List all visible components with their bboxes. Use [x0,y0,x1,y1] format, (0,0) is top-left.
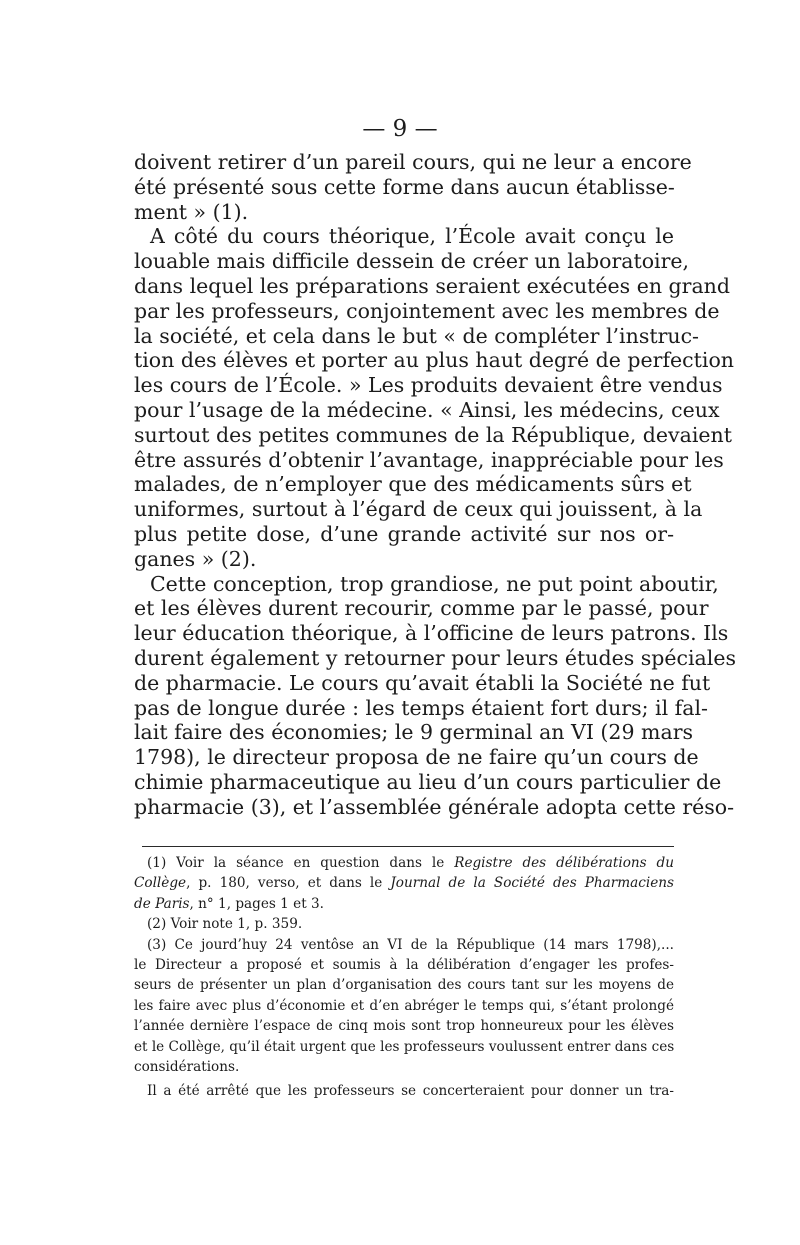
body-line: pharmacie (3), et l’assemblée générale adopta cette réso- [134,794,735,819]
body-line: pour l’usage de la médecine. « Ainsi, les médecins, ceux [134,397,720,422]
footnote-line: (3) Ce jourd’huy 24 ventôse an VI de la République (14 mars 1798),... [147,936,674,953]
body-line: surtout des petites communes de la République, devaient [134,422,732,447]
body-line: et les élèves durent recourir, comme par le passé, pour [134,596,709,621]
body-line: louable mais difficile dessein de créer un laboratoire, [134,249,690,274]
body-line: Cette conception, trop grandiose, ne put point aboutir, [150,571,719,596]
body-line: été présenté sous cette forme dans aucun établisse- [134,174,675,199]
body-line: leur éducation théorique, à l’officine de leurs patrons. Ils [134,621,729,646]
body-line: par les professeurs, conjointement avec les membres de [134,298,720,323]
footnote-line: le Directeur a proposé et soumis à la délibération d’engager les profes- [134,956,674,973]
body-line: 1798), le directeur proposa de ne faire qu’un cours de [134,745,699,770]
body-line: la société, et cela dans le but « de compléter l’instruc- [134,323,699,348]
body-line: A côté du cours théorique, l’École avait conçu le [150,224,674,249]
footnote-line: (1) Voir la séance en question dans le Registre des délibérations du [147,855,674,871]
footnote-line: de Paris, n° 1, pages 1 et 3. [134,895,324,912]
body-line: tion des élèves et porter au plus haut degré de perfection [134,348,734,373]
footnote-line: Collège, p. 180, verso, et dans le Journal de la Société des Pharmaciens [134,875,674,892]
body-line: pas de longue durée : les temps étaient fort durs; il fal- [134,695,708,720]
footnote-line: considérations. [134,1058,240,1075]
body-line: durent également y retourner pour leurs études spéciales [134,645,736,670]
body-line: plus petite dose, d’une grande activité sur nos or- [134,521,674,546]
body-line: chimie pharmaceutique au lieu d’un cours particulier de [134,769,722,794]
footnote-line: Il a été arrêté que les professeurs se concerteraient pour donner un tra- [147,1083,674,1100]
body-line: dans lequel les préparations seraient exécutées en grand [134,273,731,298]
footnote-line: les faire avec plus d’économie et d’en abréger le temps qui, s’étant prolongé [134,997,674,1014]
body-line: malades, de n’employer que des médicaments sûrs et [134,472,692,497]
body-line: lait faire des économies; le 9 germinal an VI (29 mars [134,720,694,745]
footnote-line: seurs de présenter un plan d’organisation des cours tant sur les moyens de [134,977,674,994]
footnote-divider [142,846,674,847]
page-number: — 9 — [362,116,438,142]
footnote-line: l’année dernière l’espace de cinq mois sont trop honneureux pour les élèves [134,1018,674,1035]
body-line: doivent retirer d’un pareil cours, qui ne leur a encore [134,150,692,174]
body-line: ment » (1). [134,199,249,224]
body-line: être assurés d’obtenir l’avantage, inappréciable pour les [134,447,724,472]
footnote-line: (2) Voir note 1, p. 359. [147,916,303,933]
body-line: de pharmacie. Le cours qu’avait établi la Société ne fut [134,670,711,695]
footnote-line: et le Collège, qu’il était urgent que les professeurs voulussent entrer dans ces [134,1038,675,1055]
body-line: ganes » (2). [134,546,257,571]
main-text [134,150,736,820]
body-line: les cours de l’École. » Les produits devaient être vendus [134,373,723,398]
body-line: uniformes, surtout à l’égard de ceux qui jouissent, à la [134,497,703,522]
footnotes [134,853,674,1102]
